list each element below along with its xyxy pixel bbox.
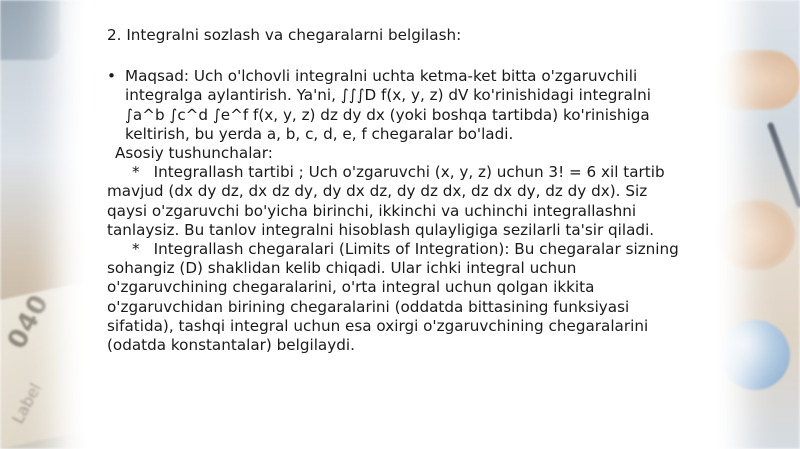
calculator-image <box>0 0 60 60</box>
concepts-heading: Asosiy tushunchalar: <box>115 144 273 163</box>
hand-image-lower <box>715 200 795 270</box>
star-marker: * <box>132 240 140 259</box>
concept-order <box>107 163 692 240</box>
concept-limits <box>107 240 692 355</box>
paper-label-number: 040 <box>2 289 56 355</box>
star-marker: * <box>132 163 140 182</box>
concept-order-text: Integrallash tartibi ; Uch o'zgaruvchi (x, y, z) uchun 3! = 6 xil tartib mavjud (dx dy dz, dx dz dy, dy dx dz, dy dz dx, dz dx dy, dz dy dx). Siz qaysi o'zgaruvchi bo'yicha birinchi, ikkinchi va uchinchi integrallashni tanlaysiz. Bu tanlov integralni hisoblash qulayligiga sezilarli ta'sir qiladi. <box>107 163 665 239</box>
paper-label-word: Label <box>8 379 46 427</box>
concept-limits-text: Integrallash chegaralari (Limits of Integration): Bu chegaralar sizning sohangiz (D) shaklidan kelib chiqadi. Ular ichki integral uchun o'zgaruvchining chegaralarini, o'rta integral uchun qolgan ikkita o'zgaruvchidan birining chegaralarini (oddatda bittasining funksiyasi sifatida), tashqi integral uchun esa oxirgi o'zgaruvchining chegaralarini (odatda konstantalar) belgilaydi. <box>107 240 679 355</box>
goal-text: Maqsad: Uch o'lchovli integralni uchta ketma-ket bitta o'zgaruvchili integralga aylantirish. Ya'ni, ∫∫∫D f(x, y, z) dV ko'rinishidagi integralni ∫a^b ∫c^d ∫e^f f(x, y, z) dz dy dx (yoki boshqa tartibda) ko'rinishiga keltirish, bu yerda a, b, c, d, e, f chegaralar bo'ladi. <box>125 67 651 143</box>
slide-content <box>107 26 692 355</box>
pen-image <box>767 122 800 209</box>
slide-title: 2. Integralni sozlash va chegaralarni belgilash: <box>107 26 462 44</box>
goal-bullet <box>107 67 692 144</box>
globe-image <box>720 320 790 390</box>
bullet-marker: • <box>107 67 116 86</box>
hand-image <box>710 50 800 110</box>
